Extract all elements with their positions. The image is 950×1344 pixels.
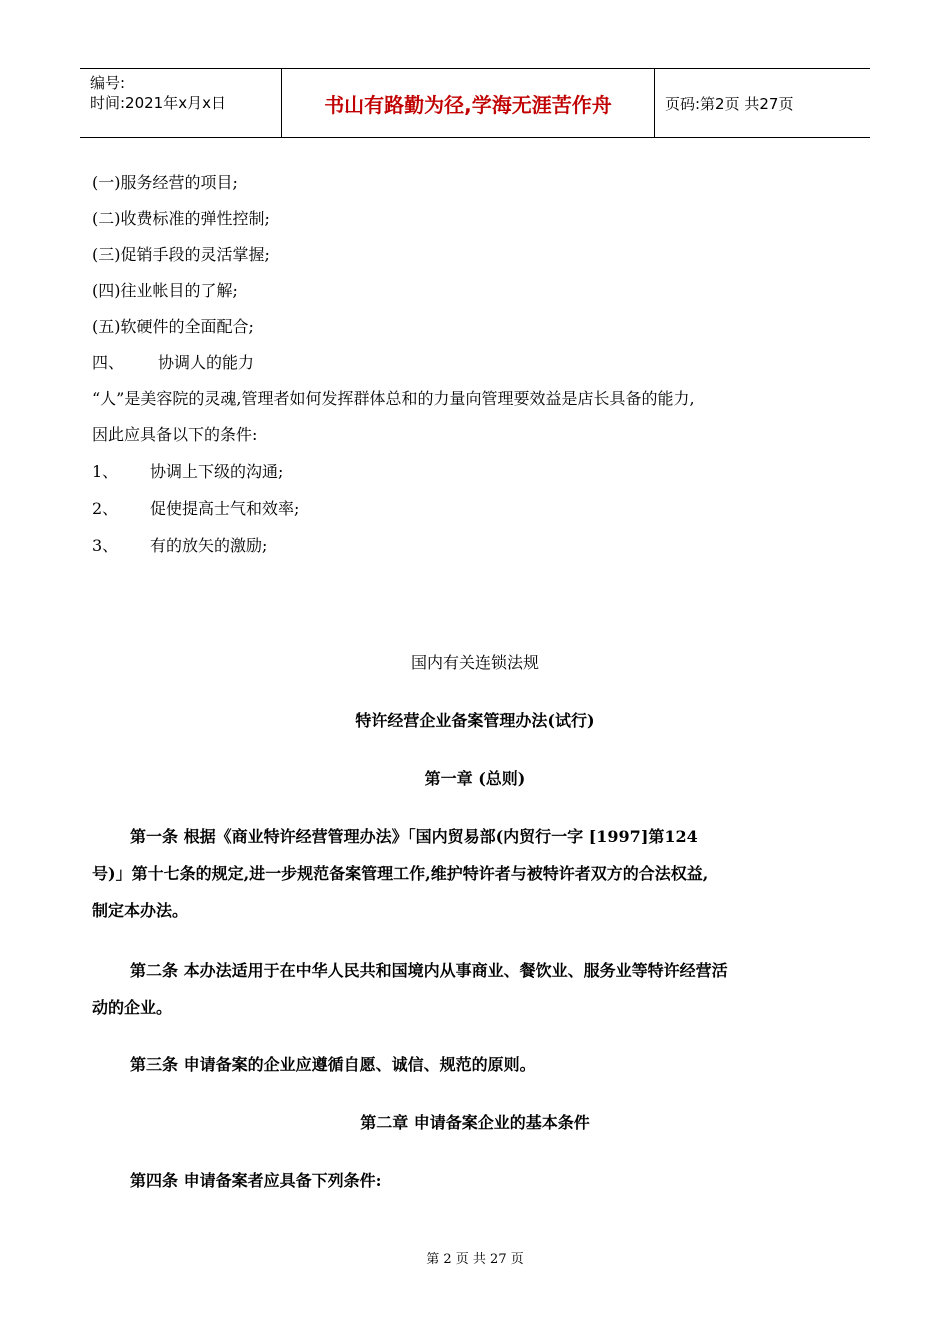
paragraph-line: “人”是美容院的灵魂,管理者如何发挥群体总和的力量向管理要效益是店长具备的能力, [92,389,695,408]
chapter-heading: 第二章 申请备案企业的基本条件 [360,1113,590,1132]
list-item: (五)软硬件的全面配合; [92,317,254,336]
condition-number: 3、 [92,536,119,555]
section-title: 国内有关连锁法规 [410,653,539,672]
paragraph-line: 因此应具备以下的条件: [92,425,258,444]
article-line: 制定本办法。 [92,901,189,920]
page-footer: 第 2 页 共 27 页 [426,1252,524,1267]
list-item: (三)促销手段的灵活掌握; [92,245,270,264]
condition-number: 1、 [92,462,119,481]
condition-number: 2、 [92,499,119,518]
condition-text: 促使提高士气和效率; [150,499,300,518]
condition-text: 有的放矢的激励; [150,536,268,555]
section-heading: 协调人的能力 [158,353,255,372]
article-line: 第二条 本办法适用于在中华人民共和国境内从事商业、餐饮业、服务业等特许经营活 [130,961,728,980]
document-title: 特许经营企业备案管理办法(试行) [355,711,595,730]
list-item: (一)服务经营的项目; [92,173,238,192]
list-item: (二)收费标准的弹性控制; [92,209,270,228]
document-number-label: 编号: [90,74,126,92]
section-heading-number: 四、 [92,353,125,372]
article-line: 第四条 申请备案者应具备下列条件: [130,1171,382,1190]
article-line: 动的企业。 [92,998,173,1017]
condition-text: 协调上下级的沟通; [150,462,284,481]
article-line: 号)」第十七条的规定,进一步规范备案管理工作,维护特许者与被特许者双方的合法权益, [92,864,709,883]
article-line: 第一条 根据《商业特许经营管理办法》「国内贸易部(内贸行一字 [1997]第124 [130,827,698,846]
header-motto: 书山有路勤为径,学海无涯苦作舟 [282,69,655,137]
chapter-heading: 第一章 (总则) [424,769,526,788]
page-header [80,68,870,138]
list-item: (四)往业帐目的了解; [92,281,238,300]
header-meta [80,69,282,137]
document-time-label: 时间:2021年x月x日 [90,94,226,112]
header-page-label: 页码:第2页 共27页 [665,94,794,113]
article-line: 第三条 申请备案的企业应遵循自愿、诚信、规范的原则。 [130,1055,536,1074]
